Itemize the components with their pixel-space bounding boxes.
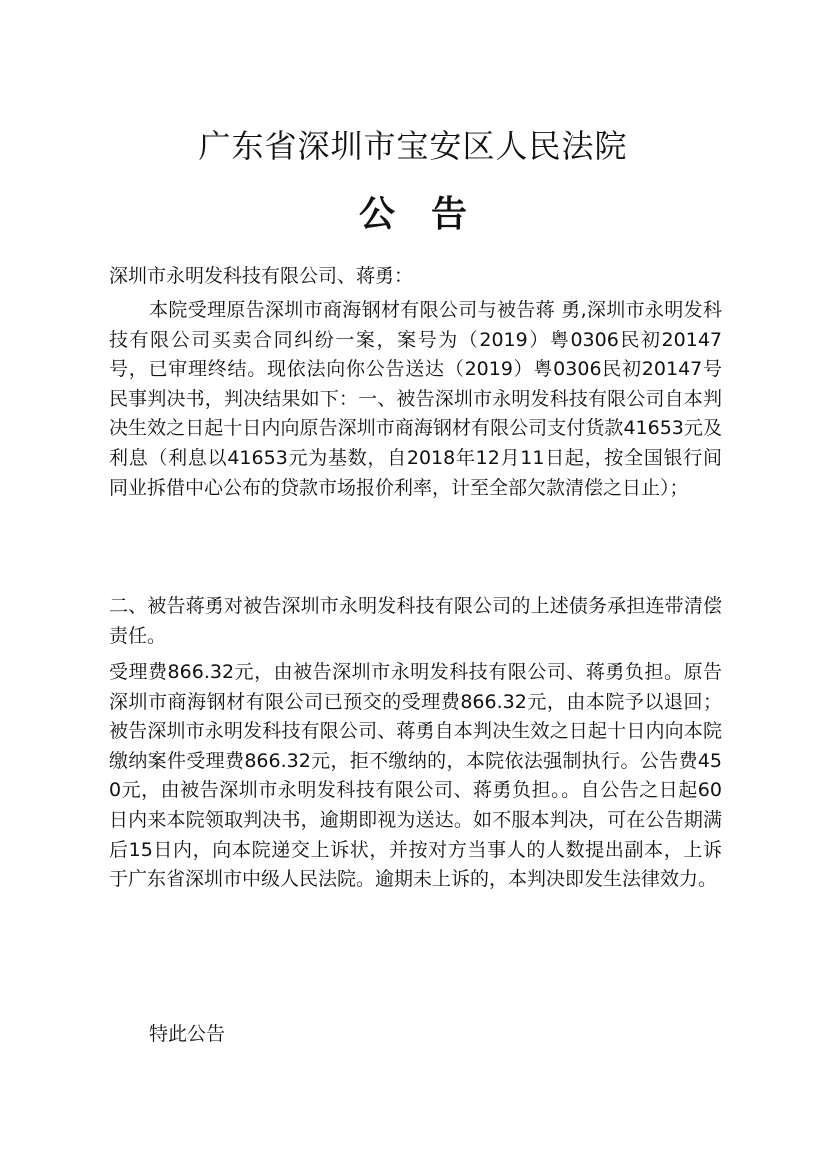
document-type-heading: 公告 bbox=[358, 194, 503, 235]
judgment-paragraph-item-two: 二、被告蒋勇对被告深圳市永明发科技有限公司的上述债务承担连带清偿责任。 bbox=[109, 595, 722, 647]
closing-line: 特此公告 bbox=[149, 1023, 226, 1045]
fees-paragraph: 受理费866.32元，由被告深圳市永明发科技有限公司、蒋勇负担。原告深圳市商海钢材有限公司已预交的受理费866.32元，由本院予以退回；被告深圳市永明发科技有限公司、蒋勇自本判决生效之日起十日内向本院缴纳案件受理费866.32元，拒不缴纳的，本院依法强制执行。公告费450元，由被告深圳市永明发科技有限公司、蒋勇负担。。自公告之日起60日内来本院领取判决书，逾期即视为送达。如不服本判决，可在公告期满后15日内，向本院递交上诉状，并按对方当事人的人数提出副本，上诉于广东省深圳市中级人民法院。逾期未上诉的，本判决即发生法律效力。 bbox=[109, 661, 722, 891]
judgment-paragraph-main: 本院受理原告深圳市商海钢材有限公司与被告蒋 勇,深圳市永明发科技有限公司买卖合同纠纷一案，案号为（2019）粤0306民初20147号，已审理终结。现依法向你公告送达（2019）粤0306民初20147号民事判决书，判决结果如下：一、被告深圳市永明发科技有限公司自本判决生效之日起十日内向原告深圳市商海钢材有限公司支付货款41653元及利息（利息以41653元为基数，自2018年12月11日起，按全国银行间同业拆借中心公布的贷款市场报价利率，计至全部欠款清偿之日止）； bbox=[109, 299, 722, 499]
addressee-line: 深圳市永明发科技有限公司、蒋勇： bbox=[109, 265, 414, 287]
court-name-title: 广东省深圳市宝安区人民法院 bbox=[198, 127, 628, 165]
